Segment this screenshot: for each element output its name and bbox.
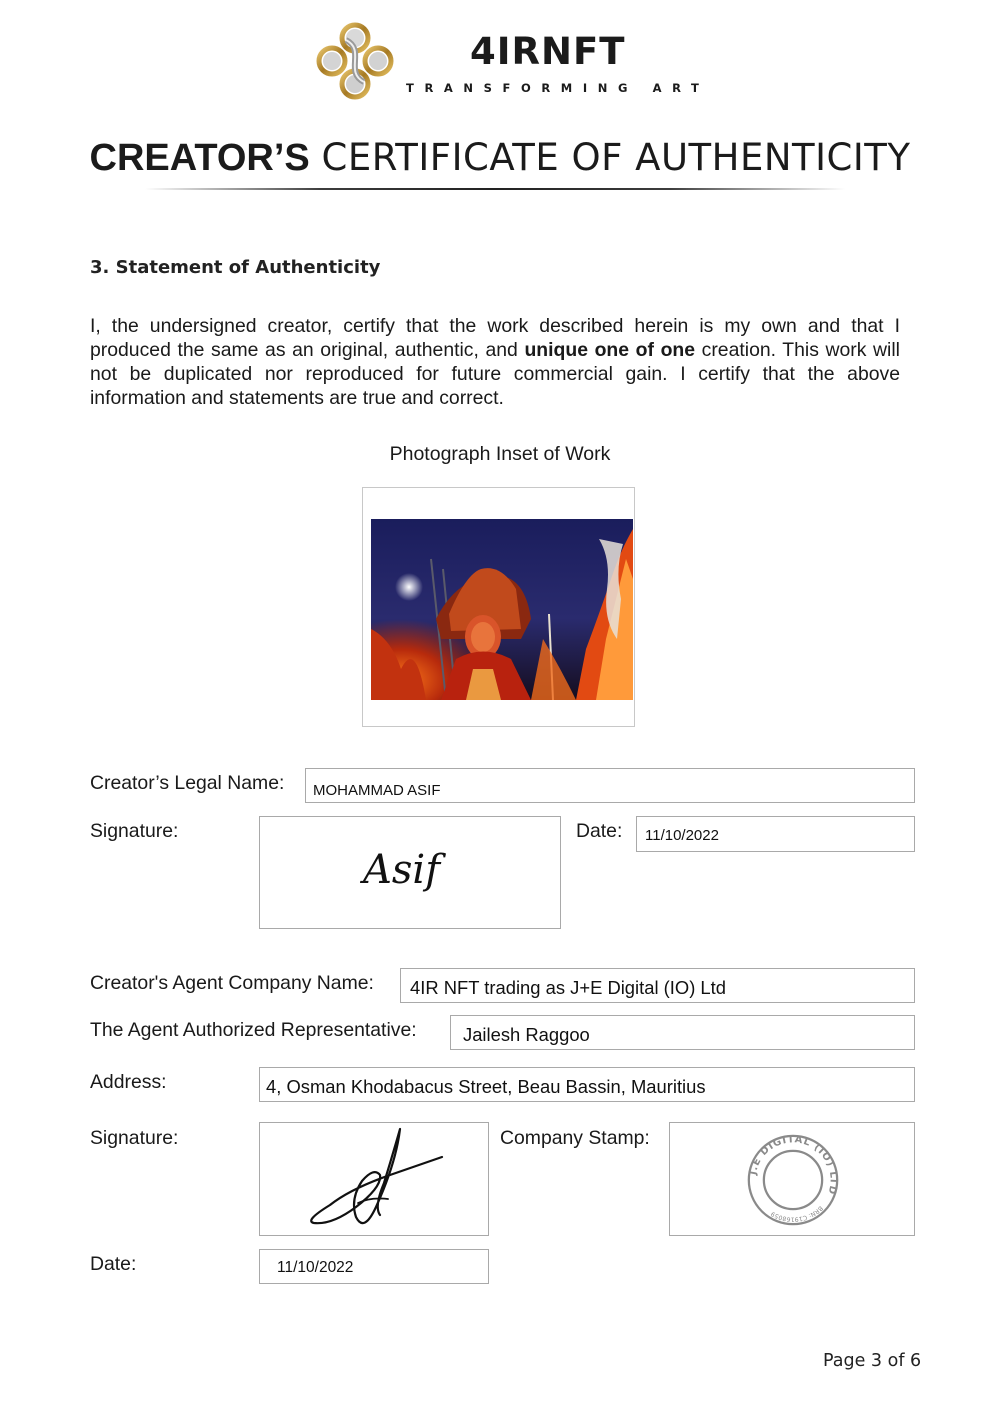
agent-company-field[interactable]: [400, 968, 915, 1003]
brand-name: 4IRNFT: [470, 30, 626, 73]
section-heading: 3. Statement of Authenticity: [90, 257, 381, 278]
statement-text-1: I, the undersigned creator, certify that the work described herein is my own and that I produced the same as an original, authentic, and: [90, 315, 900, 361]
agent-company-label: Creator's Agent Company Name:: [90, 972, 374, 994]
creator-legal-name-label: Creator’s Legal Name:: [90, 772, 285, 794]
title-divider: [145, 188, 845, 190]
photo-caption: Photograph Inset of Work: [389, 443, 611, 465]
creator-date-field[interactable]: [636, 816, 915, 852]
company-stamp-seal: [743, 1133, 843, 1227]
company-stamp-field[interactable]: [669, 1122, 915, 1236]
svg-text:J.E DIGITAL (IO) LTD: [748, 1134, 839, 1196]
svg-text:BRN: C19168059: [770, 1204, 824, 1222]
certificate-title-bold: CREATOR’S: [89, 137, 310, 179]
creator-date-value: 11/10/2022: [645, 827, 719, 844]
agent-company-value: 4IR NFT trading as J+E Digital (IO) Ltd: [410, 977, 726, 998]
brand-tagline: TRANSFORMING ART: [406, 81, 710, 95]
agent-representative-field[interactable]: [450, 1015, 915, 1050]
creator-signature-script: Asif: [363, 847, 441, 893]
creator-signature-label: Signature:: [90, 820, 179, 842]
agent-date-field[interactable]: [259, 1249, 489, 1284]
statement-paragraph: [90, 314, 900, 410]
creator-legal-name-field[interactable]: [305, 768, 915, 803]
creator-signature-field[interactable]: [259, 816, 561, 929]
agent-representative-value: Jailesh Raggoo: [463, 1024, 590, 1045]
page-number: Page 3 of 6: [823, 1351, 922, 1371]
stamp-company-text: J.E DIGITAL (IO) LTD: [747, 1134, 839, 1196]
statement-text-2: creation. This work will not be duplicated nor reproduced for future commercial gain. I certify that the above information and statements are true and correct.: [90, 339, 900, 409]
agent-representative-label: The Agent Authorized Representative:: [90, 1019, 417, 1041]
creator-legal-name-value: MOHAMMAD ASIF: [313, 782, 441, 799]
photo-frame: [362, 487, 635, 727]
agent-address-field[interactable]: [259, 1067, 915, 1102]
agent-address-label: Address:: [90, 1071, 167, 1093]
agent-address-value: 4, Osman Khodabacus Street, Beau Bassin, Mauritius: [266, 1076, 706, 1097]
company-stamp-label: Company Stamp:: [500, 1127, 650, 1149]
agent-signature-label: Signature:: [90, 1127, 179, 1149]
stamp-brn-text: BRN: C19168059: [769, 1204, 824, 1223]
certificate-title-rest: CERTIFICATE OF AUTHENTICITY: [321, 136, 911, 179]
agent-signature-field[interactable]: [259, 1122, 489, 1236]
creator-date-label: Date:: [576, 820, 623, 842]
agent-date-label: Date:: [90, 1253, 137, 1275]
artwork-photo: [371, 519, 633, 700]
agent-signature-drawing: [300, 1123, 460, 1233]
certificate-title: [0, 136, 1000, 180]
statement-emphasis: unique one of one: [524, 339, 696, 361]
agent-date-value: 11/10/2022: [277, 1259, 354, 1276]
brand-logo-icon: [316, 22, 394, 100]
